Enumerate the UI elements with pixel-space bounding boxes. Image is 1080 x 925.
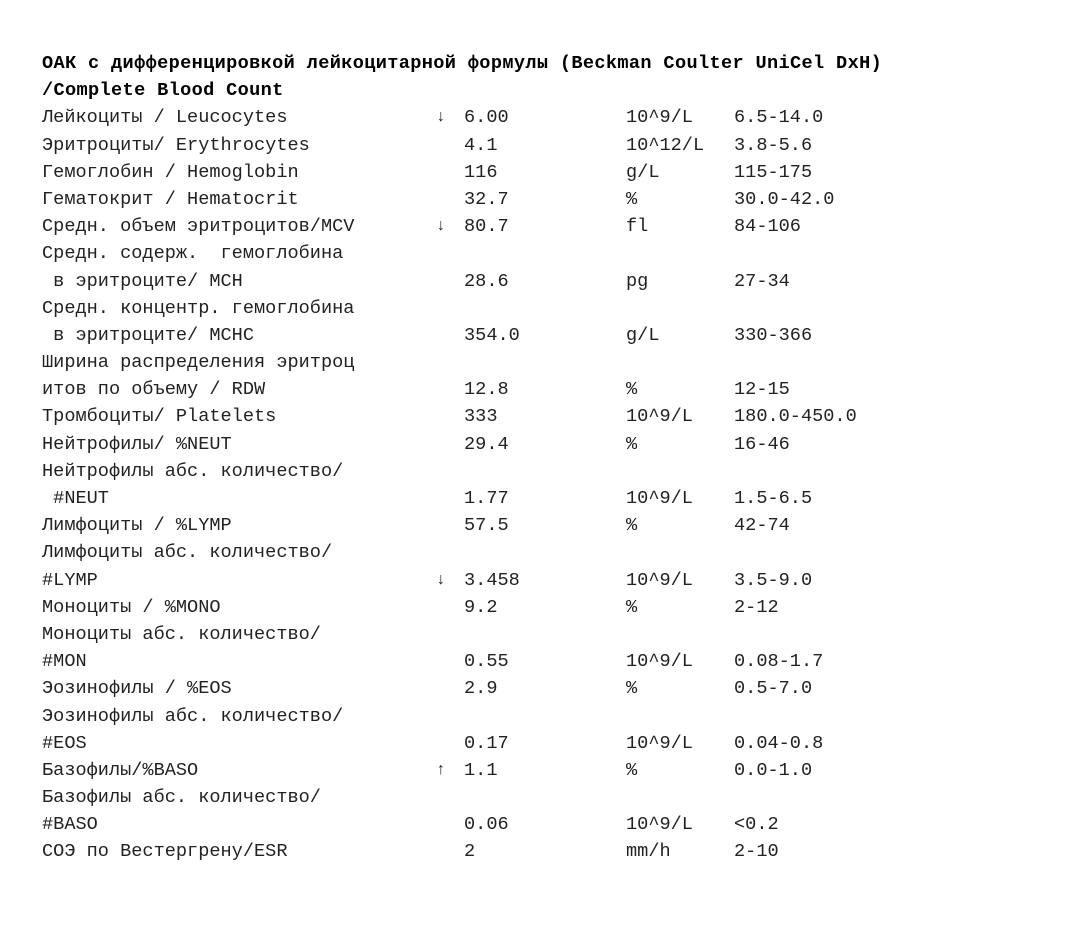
result-row: [42, 784, 1062, 811]
result-row: [42, 159, 1062, 186]
result-unit: mm/h: [626, 841, 671, 863]
reference-range: 0.5-7.0: [734, 678, 813, 700]
test-name: Средн. концентр. гемоглобина: [42, 297, 355, 319]
test-name: Моноциты абс. количество/: [42, 623, 321, 645]
result-row: [42, 675, 1062, 702]
result-unit: %: [626, 759, 638, 781]
test-name: Тромбоциты/ Platelets: [42, 406, 277, 428]
result-value: 1.77: [464, 488, 509, 510]
test-name: итов по объему / RDW: [42, 379, 266, 401]
result-value: 1.1: [464, 759, 498, 781]
test-name: Гемоглобин / Hemoglobin: [42, 161, 299, 183]
test-name: Базофилы/%BASO: [42, 759, 199, 781]
test-name: Средн. объем эритроцитов/MCV: [42, 216, 355, 238]
result-unit: 10^12/L: [626, 134, 705, 156]
result-row: [42, 539, 1062, 566]
test-name: Эритроциты/ Erythrocytes: [42, 134, 310, 156]
report-title-line-1: ОАК с дифференцировкой лейкоцитарной формулы (Beckman Coulter UniCel DxH): [42, 53, 883, 74]
result-value: 32.7: [464, 188, 509, 210]
test-name: #BASO: [42, 814, 98, 836]
result-row: [42, 295, 1062, 322]
result-unit: 10^9/L: [626, 406, 693, 428]
result-value: 12.8: [464, 379, 509, 401]
result-value: 2: [464, 841, 476, 863]
test-name: Лейкоциты / Leucocytes: [42, 107, 288, 129]
result-unit: %: [626, 515, 638, 537]
result-row: [42, 730, 1062, 757]
abnormal-flag: ↓: [436, 108, 446, 127]
abnormal-flag: ↑: [436, 760, 446, 779]
result-value: 0.55: [464, 651, 509, 673]
result-row: [42, 186, 1062, 213]
result-row: [42, 349, 1062, 376]
result-value: 4.1: [464, 134, 498, 156]
result-unit: 10^9/L: [626, 651, 693, 673]
result-unit: 10^9/L: [626, 107, 693, 129]
result-unit: 10^9/L: [626, 814, 693, 836]
result-row: [42, 838, 1062, 865]
result-row: [42, 512, 1062, 539]
test-name: Эозинофилы абс. количество/: [42, 705, 344, 727]
result-value: 2.9: [464, 678, 498, 700]
result-unit: fl: [626, 216, 649, 238]
test-name: #MON: [42, 651, 87, 673]
result-value: 333: [464, 406, 498, 428]
result-row: [42, 322, 1062, 349]
result-value: 57.5: [464, 515, 509, 537]
result-row: [42, 376, 1062, 403]
result-value: 0.06: [464, 814, 509, 836]
result-value: 9.2: [464, 596, 498, 618]
result-unit: %: [626, 678, 638, 700]
result-value: 28.6: [464, 270, 509, 292]
result-unit: 10^9/L: [626, 732, 693, 754]
result-row: [42, 567, 1062, 594]
result-unit: %: [626, 596, 638, 618]
reference-range: 27-34: [734, 270, 790, 292]
reference-range: 1.5-6.5: [734, 488, 813, 510]
test-name: Лимфоциты / %LYMP: [42, 515, 232, 537]
reference-range: 180.0-450.0: [734, 406, 857, 428]
result-row: [42, 485, 1062, 512]
reference-range: 0.0-1.0: [734, 759, 813, 781]
test-name: в эритроците/ MCHC: [42, 324, 255, 346]
result-row: [42, 594, 1062, 621]
result-row: [42, 703, 1062, 730]
reference-range: 16-46: [734, 433, 790, 455]
test-name: Лимфоциты абс. количество/: [42, 542, 333, 564]
result-row: [42, 621, 1062, 648]
result-value: 0.17: [464, 732, 509, 754]
report-title-line-2: /Complete Blood Count: [42, 80, 284, 102]
result-unit: g/L: [626, 324, 660, 346]
test-name: #LYMP: [42, 569, 98, 591]
lab-report: [42, 50, 1062, 866]
test-name: Средн. содерж. гемоглобина: [42, 243, 344, 265]
reference-range: 12-15: [734, 379, 790, 401]
reference-range: 84-106: [734, 216, 801, 238]
test-name: #EOS: [42, 732, 87, 754]
result-value: 3.458: [464, 569, 520, 591]
test-name: Базофилы абс. количество/: [42, 787, 321, 809]
test-name: Эозинофилы / %EOS: [42, 678, 232, 700]
result-row: [42, 811, 1062, 838]
result-value: 6.00: [464, 107, 509, 129]
result-row: [42, 458, 1062, 485]
reference-range: 3.5-9.0: [734, 569, 813, 591]
test-name: Ширина распределения эритроц: [42, 352, 355, 374]
result-row: [42, 213, 1062, 240]
result-unit: %: [626, 379, 638, 401]
test-name: в эритроците/ MCH: [42, 270, 243, 292]
reference-range: 0.08-1.7: [734, 651, 824, 673]
result-unit: 10^9/L: [626, 569, 693, 591]
abnormal-flag: ↓: [436, 217, 446, 236]
reference-range: 42-74: [734, 515, 790, 537]
result-row: [42, 431, 1062, 458]
reference-range: 2-10: [734, 841, 779, 863]
reference-range: 330-366: [734, 324, 813, 346]
result-row: [42, 268, 1062, 295]
result-row: [42, 132, 1062, 159]
test-name: Нейтрофилы/ %NEUT: [42, 433, 232, 455]
reference-range: 0.04-0.8: [734, 732, 824, 754]
results-table: [42, 104, 1062, 865]
reference-range: 115-175: [734, 161, 813, 183]
reference-range: 30.0-42.0: [734, 188, 835, 210]
result-unit: %: [626, 433, 638, 455]
result-row: [42, 240, 1062, 267]
test-name: Нейтрофилы абс. количество/: [42, 460, 344, 482]
result-value: 116: [464, 161, 498, 183]
abnormal-flag: ↓: [436, 570, 446, 589]
reference-range: 6.5-14.0: [734, 107, 824, 129]
reference-range: 3.8-5.6: [734, 134, 813, 156]
result-value: 80.7: [464, 216, 509, 238]
reference-range: <0.2: [734, 814, 779, 836]
result-row: [42, 403, 1062, 430]
test-name: #NEUT: [42, 488, 109, 510]
test-name: СОЭ по Вестергрену/ESR: [42, 841, 288, 863]
result-row: [42, 104, 1062, 131]
reference-range: 2-12: [734, 596, 779, 618]
result-unit: %: [626, 188, 638, 210]
test-name: Моноциты / %MONO: [42, 596, 221, 618]
result-unit: pg: [626, 270, 649, 292]
result-value: 29.4: [464, 433, 509, 455]
result-unit: g/L: [626, 161, 660, 183]
result-row: [42, 757, 1062, 784]
test-name: Гематокрит / Hematocrit: [42, 188, 299, 210]
result-row: [42, 648, 1062, 675]
result-value: 354.0: [464, 324, 520, 346]
result-unit: 10^9/L: [626, 488, 693, 510]
